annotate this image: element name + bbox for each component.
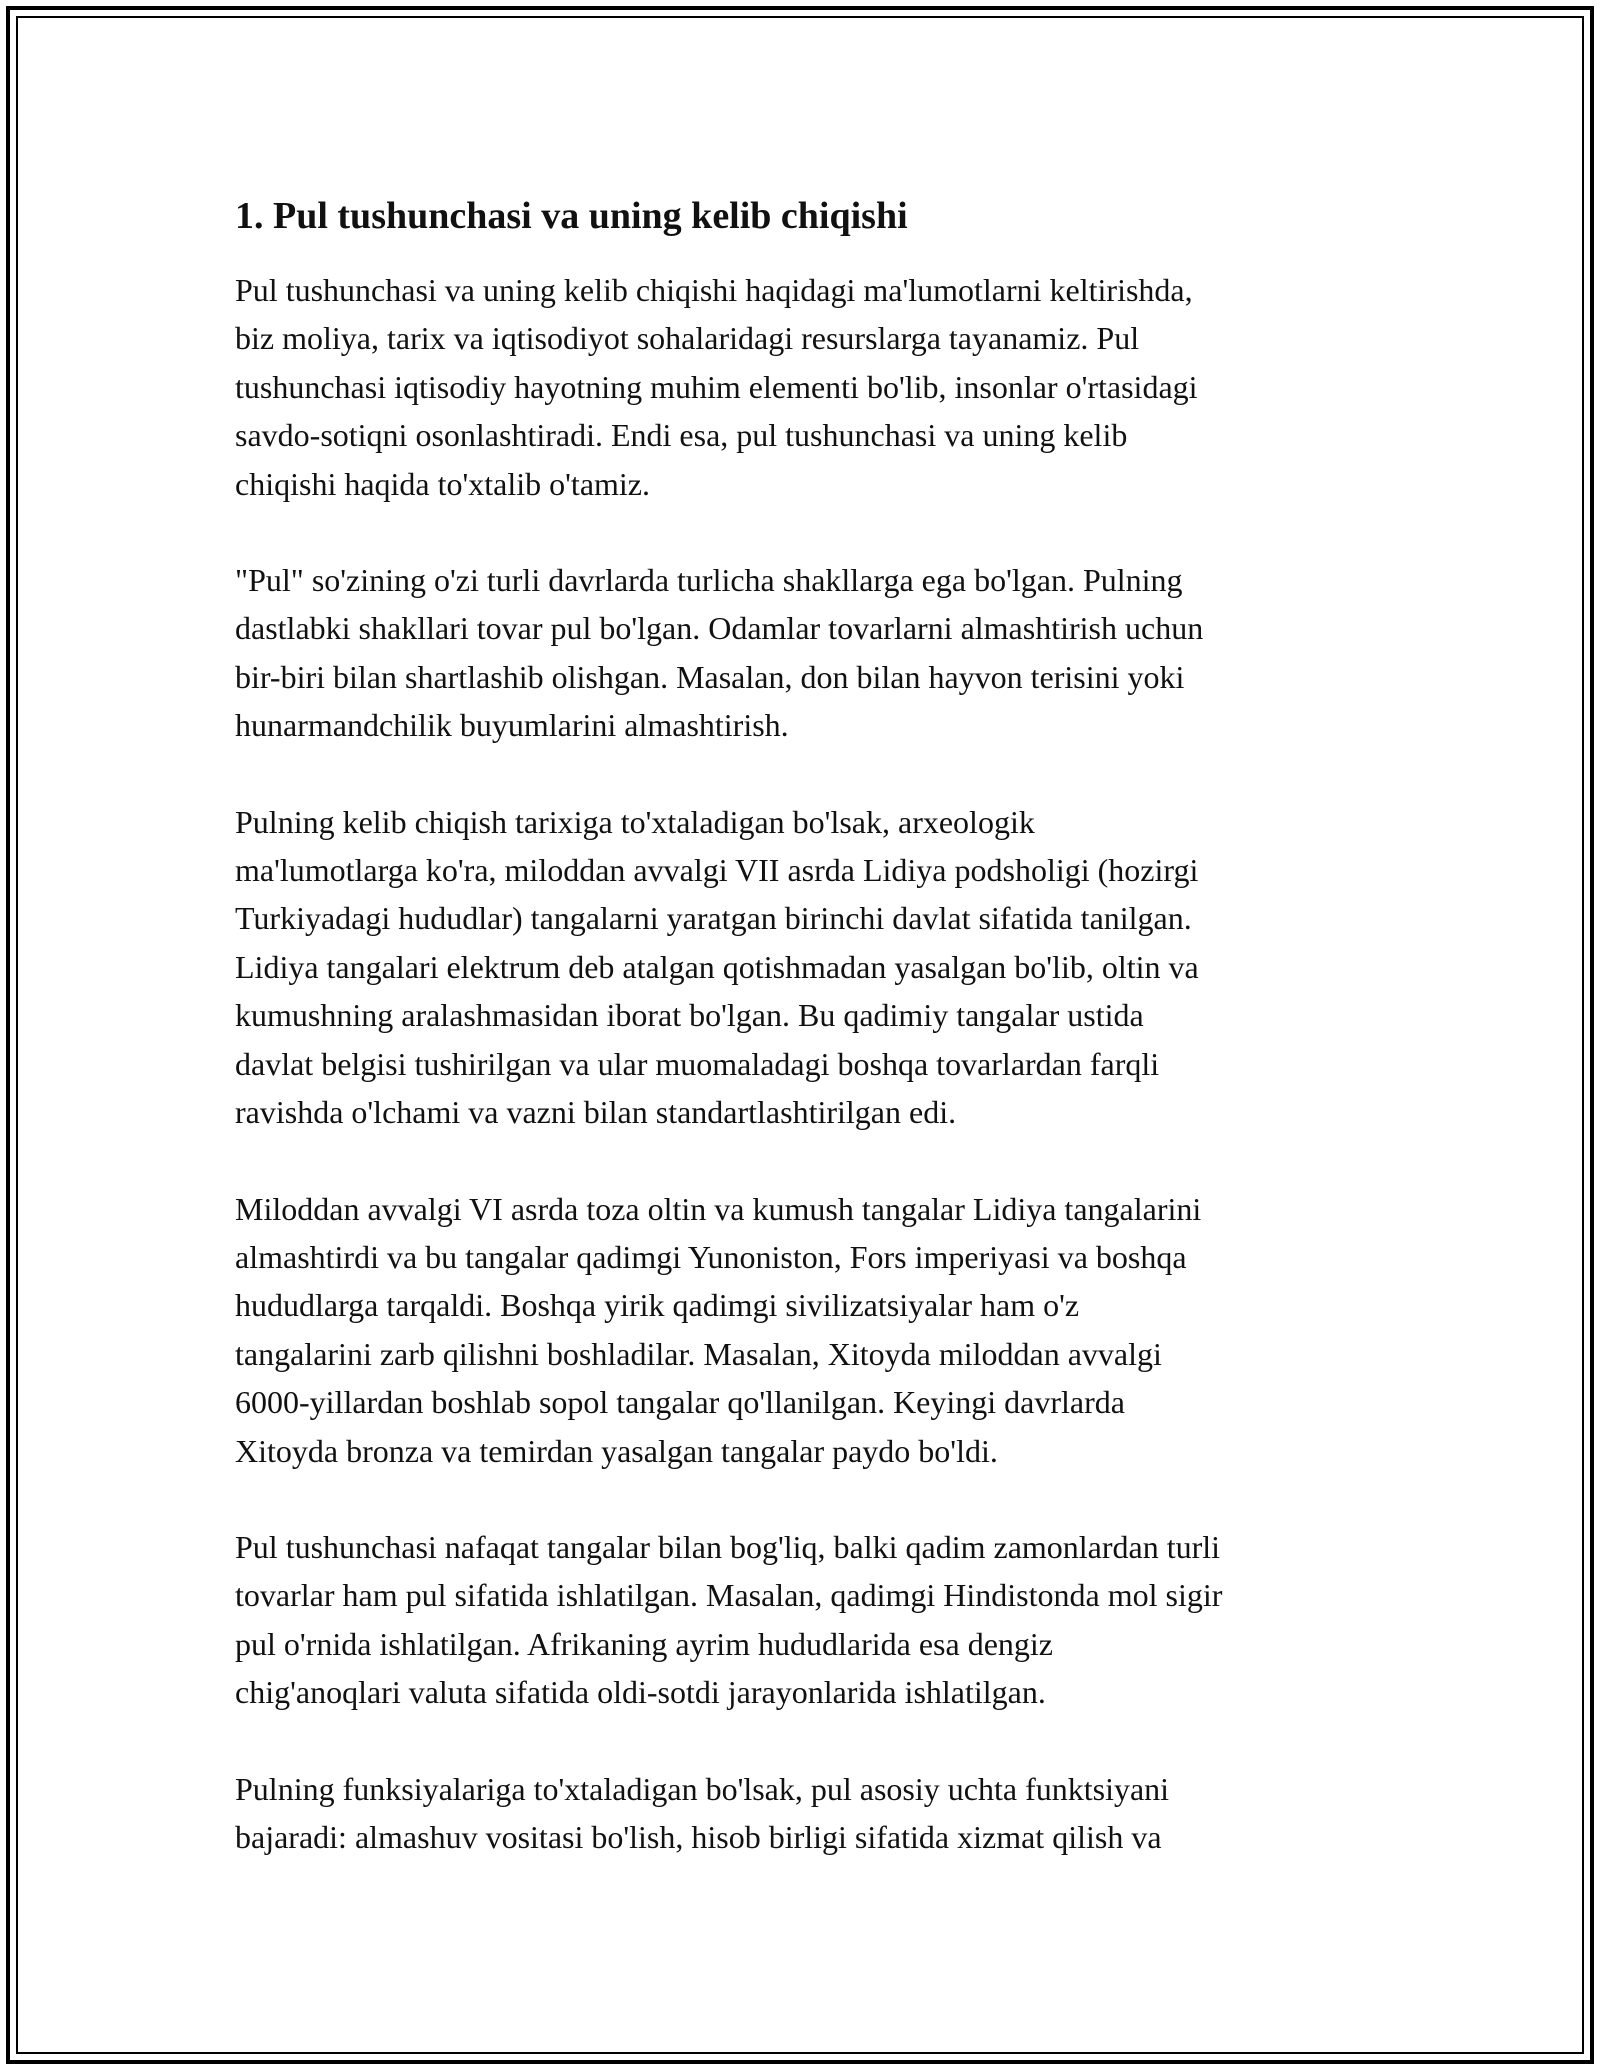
document-body	[235, 188, 1395, 1909]
paragraph-ancient-coins: Miloddan avvalgi VI asrda toza oltin va kumush tangalar Lidiya tangalarini almashtirdi va bu tangalar qadimgi Yunoniston, Fors imperiyasi va boshqa hududlarga tarqaldi. Boshqa yirik qadimgi sivilizatsiyalar ham o'z tangalarini zarb qilishni boshladilar. Masalan, Xitoyda miloddan avvalgi 6000-yillardan boshlab sopol tangalar qo'llanilgan. Keyingi davrlarda Xitoyda bronza va temirdan yasalgan tangalar paydo bo'ldi.	[235, 1190, 1202, 1469]
paragraph-lydia-coins: Pulning kelib chiqish tarixiga to'xtaladigan bo'lsak, arxeologik ma'lumotlarga ko'ra, miloddan avvalgi VII asrda Lidiya podsholigi (hozirgi Turkiyadagi hududlar) tangalarni yaratgan birinchi davlat sifatida tanilgan. Lidiya tangalari elektrum deb atalgan qotishmadan yasalgan bo'lib, oltin va kumushning aralashmasidan iborat bo'lgan. Bu qadimiy tangalar ustida davlat belgisi tushirilgan va ular muomaladagi boshqa tovarlardan farqli ravishda o'lchami va vazni bilan standartlashtirilgan edi.	[235, 803, 1199, 1131]
paragraph-money-functions: Pulning funksiyalariga to'xtaladigan bo'lsak, pul asosiy uchta funktsiyani bajaradi: almashuv vositasi bo'lish, hisob birligi sifatida xizmat qilish va	[235, 1770, 1170, 1855]
paragraph-commodity-money: Pul tushunchasi nafaqat tangalar bilan bog'liq, balki qadim zamonlardan turli tovarlar ham pul sifatida ishlatilgan. Masalan, qadimgi Hindistonda mol sigir pul o'rnida ishlatilgan. Afrikaning ayrim hududlarida esa dengiz chig'anoqlari valuta sifatida oldi-sotdi jarayonlarida ishlatilgan.	[235, 1528, 1223, 1711]
section-heading: 1. Pul tushunchasi va uning kelib chiqishi	[235, 195, 908, 237]
paragraph-word-origin: "Pul" so'zining o'zi turli davrlarda turlicha shakllarga ega bo'lgan. Pulning dastlabki shakllari tovar pul bo'lgan. Odamlar tovarlarni almashtirish uchun bir-biri bilan shartlashib olishgan. Masalan, don bilan hayvon terisini yoki hunarmandchilik buyumlarini almashtirish.	[235, 562, 1204, 744]
paragraph-intro: Pul tushunchasi va uning kelib chiqishi haqidagi ma'lumotlarni keltirishda, biz moliya, tarix va iqtisodiyot sohalaridagi resurslarga tayanamiz. Pul tushunchasi iqtisodiy hayotning muhim elementi bo'lib, insonlar o'rtasidagi savdo-sotiqni osonlashtiradi. Endi esa, pul tushunchasi va uning kelib chiqishi haqida to'xtalib o'tamiz.	[235, 272, 1198, 502]
